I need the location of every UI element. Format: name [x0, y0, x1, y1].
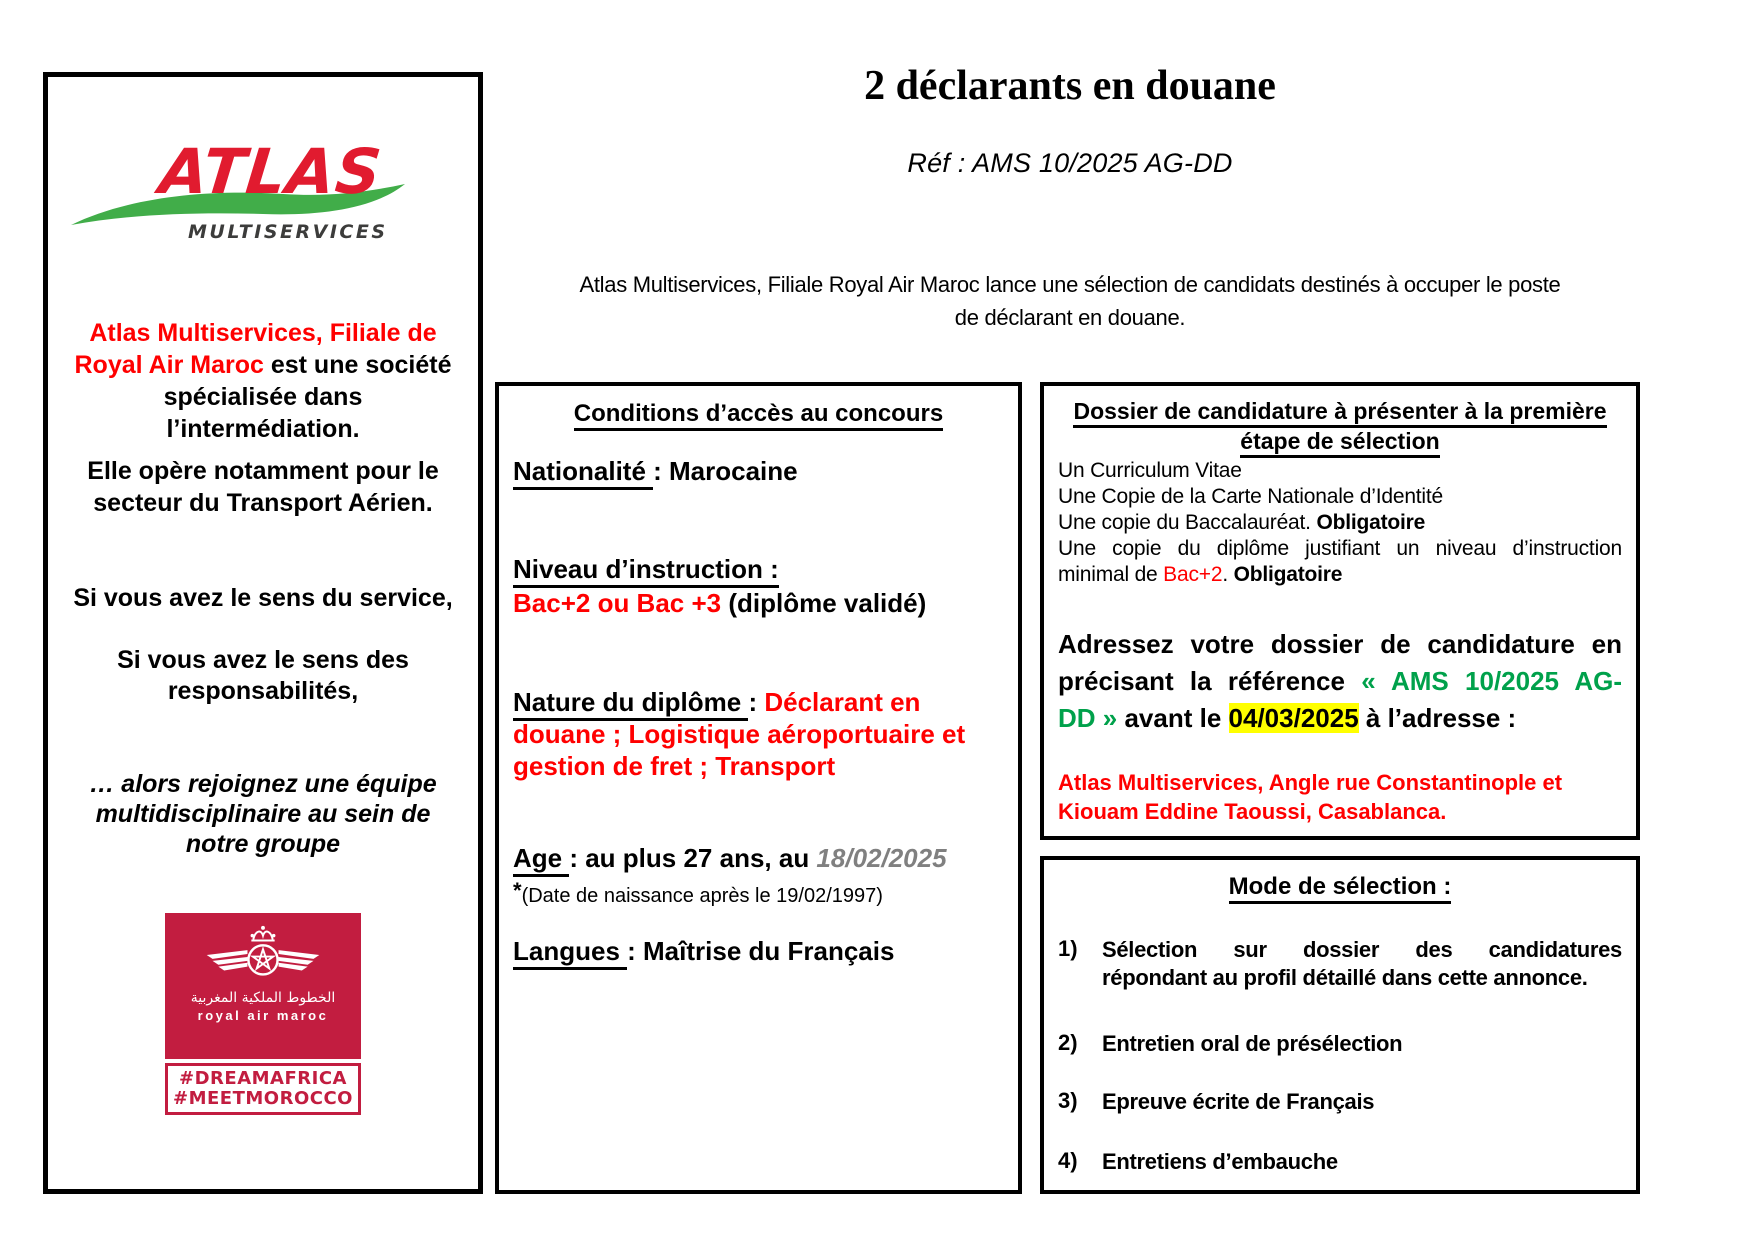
languages-label: Langues	[513, 936, 627, 970]
dossier-header-line	[1044, 426, 1636, 456]
step-text-line: Sélection sur dossier des candidatures	[1102, 937, 1622, 962]
age-row	[513, 843, 1004, 874]
description-black-text: spécialisée dans	[163, 383, 363, 411]
ram-hashtag-badge	[165, 1063, 361, 1115]
nationality-value: : Marocaine	[653, 456, 798, 486]
dossier-header	[1044, 396, 1636, 456]
company-address	[1058, 768, 1622, 826]
royal-air-maroc-logo	[165, 913, 361, 1115]
step-number: 2)	[1058, 1030, 1078, 1055]
diploma-line: gestion de fret ; Transport	[513, 751, 836, 781]
dossier-item: Une Copie de la Carte Nationale d’Identité	[1058, 485, 1444, 508]
description-line	[54, 317, 472, 349]
atlas-logo-word: ATLAS	[156, 135, 386, 208]
dossier-item	[1058, 562, 1622, 588]
description-black-text: est une société	[263, 351, 452, 379]
step-number: 1)	[1058, 936, 1078, 961]
step-number: 3)	[1058, 1088, 1078, 1113]
hashtag-line	[168, 1069, 358, 1089]
education-black-text: (diplôme validé)	[721, 588, 927, 618]
dossier-item: Une copie du diplôme justifiant un niveau d’instruction	[1058, 537, 1622, 560]
application-file-box	[1040, 382, 1640, 840]
step-text-line: répondant au profil détaillé dans cette annonce.	[1102, 965, 1588, 990]
pitch-line: Si vous avez le sens des	[117, 646, 409, 674]
dossier-item-bold: Obligatoire	[1316, 511, 1426, 534]
page-title: 2 déclarants en douane	[864, 63, 1276, 109]
atlas-logo-subtitle: MULTISERVICES	[188, 221, 388, 243]
pitch-join-team	[54, 769, 472, 859]
description-red-text: Atlas Multiservices, Filiale de	[89, 319, 437, 347]
pitch-line: notre groupe	[185, 830, 341, 858]
age-date: 18/02/2025	[816, 843, 947, 873]
pitch-line: … alors rejoignez une équipe	[89, 770, 437, 798]
address-line: Kiouam Eddine Taoussi, Casablanca.	[1058, 799, 1447, 824]
dossier-header-text: Dossier de candidature à présenter à la première	[1073, 398, 1606, 428]
step-text	[1102, 936, 1622, 992]
company-description	[54, 317, 472, 445]
dossier-header-line	[1044, 396, 1636, 426]
intro-paragraph	[460, 268, 1680, 334]
description-line	[54, 413, 472, 445]
send-line	[1058, 663, 1622, 700]
step-text: Epreuve écrite de Français	[1102, 1089, 1375, 1114]
intro-line-1: Atlas Multiservices, Filiale Royal Air Maroc lance une sélection de candidats destinés à occuper le poste	[579, 272, 1561, 297]
education-value	[513, 588, 1004, 619]
dossier-item-text: .	[1222, 563, 1234, 586]
send-instructions	[1058, 626, 1622, 737]
age-note	[513, 878, 1004, 908]
activity-line: Elle opère notamment pour le	[87, 457, 439, 485]
diploma-block	[513, 686, 1004, 782]
selection-mode-box	[1040, 856, 1640, 1194]
dossier-item	[1058, 510, 1622, 536]
step-text: Entretien oral de présélection	[1102, 1031, 1403, 1056]
conditions-box	[495, 382, 1022, 1194]
languages-value: : Maîtrise du Français	[627, 936, 895, 966]
ram-arabic-name: الخطوط الملكية المغربية	[190, 990, 336, 1006]
intro-line-2: de déclarant en douane.	[954, 305, 1186, 330]
dossier-item-text: Une copie du Baccalauréat.	[1058, 511, 1317, 534]
pitch-line: responsabilités,	[167, 677, 359, 705]
diploma-line	[513, 686, 1004, 718]
send-line	[1058, 700, 1622, 737]
hashtag-line	[168, 1089, 358, 1109]
pitch-responsibility	[54, 645, 472, 707]
note-text: (Date de naissance après le 19/02/1997)	[521, 885, 883, 907]
step-text: Entretiens d’embauche	[1102, 1149, 1338, 1174]
pitch-service: Si vous avez le sens du service,	[73, 584, 453, 612]
step-number: 4)	[1058, 1148, 1078, 1173]
conditions-header-text: Conditions d’accès au concours	[574, 400, 943, 431]
hashtag-bold-text: MOROCCO	[245, 1088, 353, 1109]
company-activity	[54, 455, 472, 519]
education-red-text: Bac+2 ou Bac +3	[513, 588, 722, 618]
education-label-text: Niveau d’instruction :	[513, 554, 779, 588]
pitch-line: multidisciplinaire au sein de	[95, 800, 431, 828]
languages-row	[513, 936, 1004, 967]
selection-step-2	[1058, 1030, 1622, 1058]
atlas-multiservices-logo	[68, 135, 458, 265]
selection-step-3	[1058, 1088, 1622, 1116]
hashtag-text: #DREAM	[179, 1068, 271, 1089]
description-line	[54, 349, 472, 381]
selection-header	[1044, 873, 1636, 901]
send-line: Adressez votre dossier de candidature en	[1058, 629, 1622, 659]
ram-winged-star-icon	[203, 923, 323, 989]
address-line: Atlas Multiservices, Angle rue Constantinople et	[1058, 770, 1563, 795]
diploma-separator: :	[748, 687, 765, 717]
send-text: précisant la référence	[1058, 666, 1362, 696]
reference-code-green: « AMS 10/2025 AG-	[1361, 666, 1622, 696]
age-label: Age	[513, 843, 569, 877]
selection-step-4	[1058, 1148, 1622, 1176]
reference-line: Réf : AMS 10/2025 AG-DD	[907, 148, 1233, 178]
deadline-date-highlighted: 04/03/2025	[1228, 703, 1359, 733]
age-text: : au plus 27 ans, au	[569, 843, 817, 873]
nationality-label: Nationalité	[513, 456, 653, 490]
reference-code-green: DD »	[1058, 703, 1118, 733]
description-black-text: l’intermédiation.	[166, 415, 360, 443]
send-text: avant le	[1117, 703, 1229, 733]
activity-line: secteur du Transport Aérien.	[93, 489, 433, 517]
note-asterisk: *	[513, 878, 522, 903]
dossier-item-list	[1058, 458, 1622, 588]
hashtag-bold-text: AFRICA	[270, 1068, 347, 1089]
dossier-item-red: Bac+2	[1163, 563, 1223, 586]
company-panel	[43, 72, 483, 1194]
diploma-line: douane ; Logistique aéroportuaire et	[513, 719, 966, 749]
description-line	[54, 381, 472, 413]
hashtag-text: #MEET	[173, 1088, 246, 1109]
selection-header-text: Mode de sélection :	[1229, 873, 1452, 904]
ram-logo-red-block	[165, 913, 361, 1059]
dossier-item: Un Curriculum Vitae	[1058, 459, 1242, 482]
conditions-header	[499, 400, 1018, 428]
nationality-row	[513, 456, 1004, 487]
education-label	[513, 554, 1004, 585]
ram-latin-name: royal air maroc	[197, 1008, 329, 1023]
diploma-red-text: Déclarant en	[764, 687, 921, 717]
diploma-label: Nature du diplôme	[513, 687, 748, 721]
selection-step-1	[1058, 936, 1622, 992]
send-text: à l’adresse :	[1358, 703, 1517, 733]
dossier-item-text: minimal de	[1058, 563, 1164, 586]
description-red-text: Royal Air Maroc	[74, 351, 264, 379]
dossier-item-bold: Obligatoire	[1233, 563, 1343, 586]
dossier-header-text: étape de sélection	[1240, 428, 1439, 458]
